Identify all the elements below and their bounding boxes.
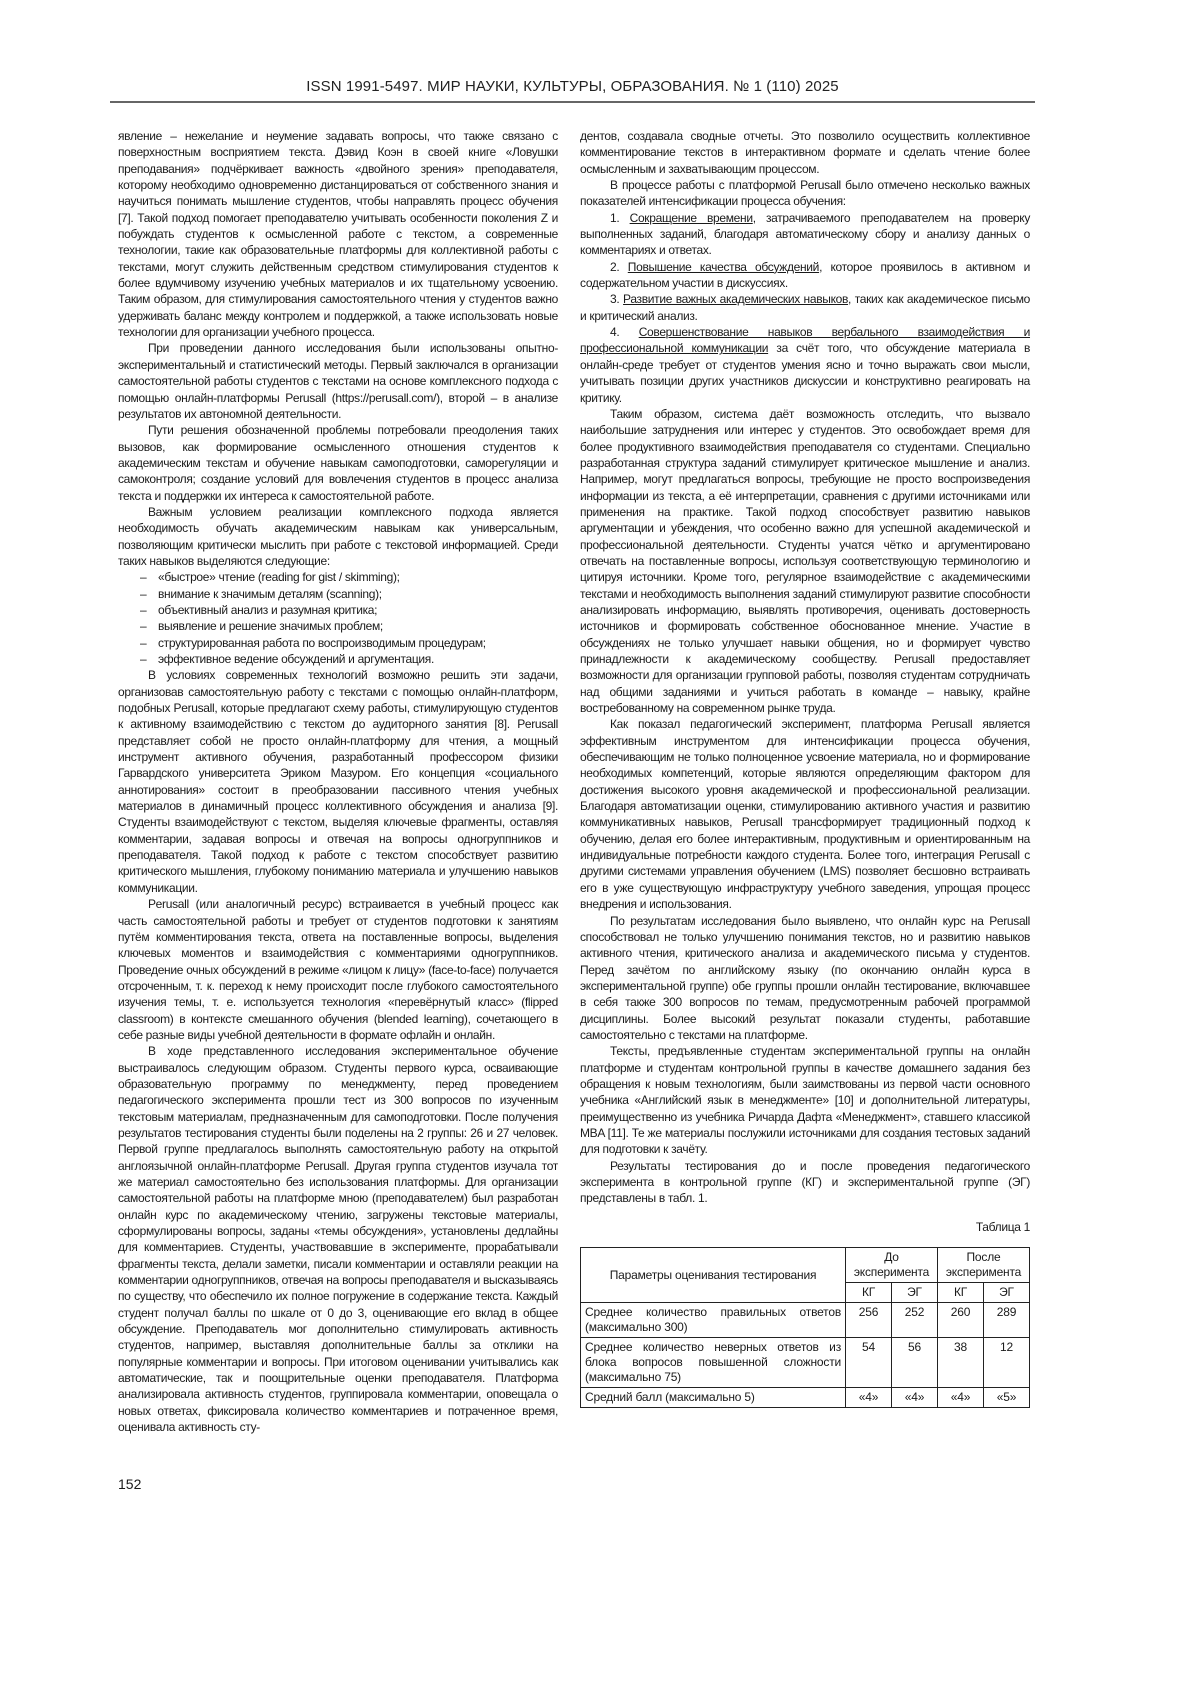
- item-number: 1.: [610, 210, 620, 225]
- subheader: ЭГ: [892, 1283, 938, 1303]
- list-item: – структурированная работа по воспроизводимым процедурам;: [140, 635, 558, 651]
- numbered-item: [580, 324, 1030, 406]
- item-text: , таких как академическое письмо и критический анализ.: [580, 292, 1031, 323]
- page-number: 152: [118, 1476, 142, 1492]
- value-cell: «4»: [892, 1388, 938, 1408]
- item-text: , затрачиваемого преподавателем на проверку выполненных заданий, благодаря автоматическому сбору и анализу данных о комментариях и ответах.: [580, 210, 1031, 258]
- param-header: Параметры оценивания тестирования: [581, 1248, 846, 1303]
- item-underlined: Развитие важных академических навыков: [623, 292, 849, 307]
- numbered-item: [580, 259, 1030, 292]
- skills-list: [118, 569, 558, 667]
- before-header: До эксперимента: [846, 1248, 938, 1283]
- paragraph: Важным условием реализации комплексного подхода является необходимость обучать академическим навыкам как универсальным, позволяющим критически мыслить при работе с текстовой информацией. Среди таких навыков выделяются следующие:: [118, 504, 558, 568]
- list-item: – внимание к значимым деталям (scanning);: [140, 586, 558, 602]
- numbered-item: [580, 210, 1030, 259]
- param-cell: Средний балл (максимально 5): [581, 1388, 846, 1408]
- table-caption: Таблица 1: [975, 1219, 1030, 1234]
- subheader: КГ: [846, 1283, 892, 1303]
- subheader: КГ: [938, 1283, 984, 1303]
- list-item: – выявление и решение значимых проблем;: [140, 618, 558, 634]
- paragraph: Таким образом, система даёт возможность отследить, что вызвало наибольшие затруднения или интерес у студентов. Это освобождает время для более продуктивного взаимодействия преподавателя со студентами. Специально разработанная структура заданий стимулирует критическое мышление и анализ. Например, могут предлагаться вопросы, требующие не просто воспроизведения информации из текста, а её интерпретации, сравнения с другими источниками или применения на практике. Такой подход способствует развитию навыков аргументации и убеждения, что особенно важно для успешной академической и профессиональной деятельности. Студенты учатся чётко и аргументировано отвечать на поставленные вопросы, используя соответствующую терминологию и цитируя источники. Кроме того, регулярное взаимодействие с академическими текстами и необходимость выполнения заданий стимулируют развитие способности анализировать информацию, выявлять противоречия, оценивать достоверность источников и формировать собственное обоснованное мнение. Участие в обсуждениях не только улучшает навыки общения, но и формирует чувство принадлежности к академическому сообществу. Perusall предоставляет возможности для организации групповой работы, позволяя студентам сотрудничать над общими заданиями и учиться работать в команде – навыку, крайне востребованному на современном рынке труда.: [580, 406, 1030, 716]
- item-number: 4.: [610, 325, 620, 340]
- table-row: [581, 1388, 1030, 1408]
- item-number: 3.: [610, 292, 620, 307]
- value-cell: 54: [846, 1338, 892, 1388]
- paragraph: В процессе работы с платформой Perusall было отмечено несколько важных показателей интенсификации процесса обучения:: [580, 178, 1030, 209]
- value-cell: 260: [938, 1303, 984, 1338]
- paragraph: По результатам исследования было выявлено, что онлайн курс на Perusall способствовал не только улучшению понимания текстов, но и развитию навыков активного чтения, критического анализа и академического письма у студентов. Перед зачётом по английскому языку (по окончанию онлайн курса в экспериментальной группе) обе группы прошли онлайн тестирование, включавшее в себя также 300 вопросов по темам, предусмотренным рабочей программой дисциплины. Более высокий результат показали студенты, работавшие самостоятельно с текстами на платформе.: [580, 913, 1030, 1042]
- item-number: 2.: [610, 259, 620, 274]
- list-item: – объективный анализ и разумная критика;: [140, 602, 558, 618]
- journal-header: ISSN 1991-5497. МИР НАУКИ, КУЛЬТУРЫ, ОБРАЗОВАНИЯ. № 1 (110) 2025: [306, 78, 839, 95]
- list-item: – «быстрое» чтение (reading for gist / skimming);: [140, 569, 558, 585]
- paragraph: явление – нежелание и неумение задавать вопросы, что также связано с поверхностным восприятием текста. Дэвид Коэн в своей книге «Ловушки преподавания» подчёркивает важность «двойного зрения» преподавателя, которому необходимо одновременно дистанцироваться от собственного знания и научиться понимать мышление студентов, чтобы направлять процесс обучения [7]. Такой подход помогает преподавателю учитывать особенности поколения Z и побуждать студентов к осмысленной работе с текстом, а современные технологии, такие как образовательные платформы для коллективной работы с текстами, могут служить действенным средством стимулирования студентов к более вдумчивому изучению учебных материалов и их тщательному усвоению. Таким образом, для стимулирования самостоятельного чтения у студентов важно удерживать баланс между контролем и поддержкой, а также использовать новые технологии для организации учебного процесса.: [118, 129, 558, 340]
- value-cell: «5»: [984, 1388, 1030, 1408]
- value-cell: 289: [984, 1303, 1030, 1338]
- paragraph: Как показал педагогический эксперимент, платформа Perusall является эффективным инструментом для интенсификации процесса обучения, обеспечивающим не только полноценное усвоение материала, но и формирование необходимых компетенций, которые являются определяющим фактором для достижения высокого уровня академической и профессиональной реализации. Благодаря автоматизации оценки, стимулированию активного участия и развитию коммуникативных навыков, Perusall трансформирует традиционный подход к обучению, делая его более интерактивным, продуктивным и ориентированным на индивидуальные потребности каждого студента. Более того, интеграция Perusall с другими системами управления обучением (LMS) позволяет бесшовно встраивать его в уже существующую инфраструктуру учебного заведения, упрощая процесс внедрения и использования.: [580, 717, 1030, 912]
- value-cell: 256: [846, 1303, 892, 1338]
- paragraph: При проведении данного исследования были использованы опытно-экспериментальный и статистический методы. Первый заключался в организации самостоятельной работы студентов с текстами на основе комплексного подхода с помощью онлайн-платформы Perusall (https://perusall.com/), второй – в анализе результатов их автономной деятельности.: [118, 341, 558, 421]
- paragraph: Perusall (или аналогичный ресурс) встраивается в учебный процесс как часть самостоятельной работы и требует от студентов подготовки к занятиям путём комментирования текста, ответа на поставленные вопросы, выделения ключевых моментов и взаимодействия с комментариями одногруппников. Проведение очных обсуждений в режиме «лицом к лицу» (face-to-face) получается отсроченным, т. к. переход к нему происходит после глубокого самостоятельного изучения темы, т. е. используется технология «перевёрнутый класс» (flipped classroom) в контексте смешанного обучения (blended learning), сочетающего в себе разные виды учебной деятельности в формате офлайн и онлайн.: [118, 897, 558, 1042]
- value-cell: 38: [938, 1338, 984, 1388]
- right-column: [580, 128, 1030, 1408]
- table-row: [581, 1338, 1030, 1388]
- paragraph: дентов, создавала сводные отчеты. Это позволило осуществить коллективное комментирование текстов в интерактивном формате и сделать чтение более осмысленным и захватывающим процессом.: [580, 129, 1030, 176]
- value-cell: 12: [984, 1338, 1030, 1388]
- param-cell: Среднее количество неверных ответов из блока вопросов повышенной сложности (максимально 75): [581, 1338, 846, 1388]
- left-column: [118, 128, 558, 1436]
- param-cell: Среднее количество правильных ответов (максимально 300): [581, 1303, 846, 1338]
- table-row: [581, 1303, 1030, 1338]
- results-table: [580, 1247, 1030, 1408]
- item-text: , которое проявилось в активном и содержательном участии в дискуссиях.: [580, 259, 1031, 291]
- item-underlined: Сокращение времени: [629, 210, 753, 225]
- value-cell: 252: [892, 1303, 938, 1338]
- paragraph: Пути решения обозначенной проблемы потребовали преодоления таких вызовов, как формирование осмысленного отношения студентов к академическим текстам и обучение навыкам самоподготовки, саморегуляции и самоконтроля; создание условий для вовлечения студентов в процесс анализа текста и поддержки их интереса к самостоятельной работе.: [118, 423, 558, 503]
- value-cell: 56: [892, 1338, 938, 1388]
- subheader: ЭГ: [984, 1283, 1030, 1303]
- paragraph: В условиях современных технологий возможно решить эти задачи, организовав самостоятельную работу с текстами с помощью онлайн-платформ, подобных Perusall, которые предлагают схему работы, стимулирующую студентов к активному взаимодействию с текстом до аудиторного занятия [8]. Perusall представляет собой не просто онлайн-платформу для чтения, а мощный инструмент активного обучения, разработанный профессором физики Гарвардского университета Эриком Мазуром. Его концепция «социального аннотирования» состоит в преобразовании пассивного чтения учебных материалов в динамичный процесс коллективного обсуждения и анализа [9]. Студенты взаимодействуют с текстом, выделяя ключевые фрагменты, оставляя комментарии, задавая вопросы и отвечая на вопросы одногруппников и преподавателя. Такой подход к работе с текстом способствует развитию критического мышления, глубокому пониманию материала и улучшению навыков коммуникации.: [118, 668, 558, 895]
- value-cell: «4»: [846, 1388, 892, 1408]
- paragraph: Результаты тестирования до и после проведения педагогического эксперимента в контрольной группе (КГ) и экспериментальной группе (ЭГ) представлены в табл. 1.: [580, 1158, 1030, 1206]
- item-underlined: Повышение качества обсуждений: [627, 259, 820, 274]
- after-header: После эксперимента: [938, 1248, 1030, 1283]
- header-divider: [110, 101, 1035, 103]
- paragraph: Тексты, предъявленные студентам экспериментальной группы на онлайн платформе и студентам контрольной группы в качестве домашнего задания без обращения к новым технологиям, были заимствованы из первой части основного учебника «Английский язык в менеджменте» [10] и дополнительной литературы, преимущественно из учебника Ричарда Дафта «Менеджмент», ставшего классикой MBA [11]. Те же материалы послужили источниками для создания тестовых заданий для подготовки к зачёту.: [580, 1044, 1030, 1157]
- value-cell: «4»: [938, 1388, 984, 1408]
- paragraph: В ходе представленного исследования экспериментальное обучение выстраивалось следующим образом. Студенты первого курса, осваивающие образовательную программу по менеджменту, перед проведением педагогического эксперимента прошли тест из 300 вопросов по изученным текстовым материалам, предназначенным для самоподготовки. После получения результатов тестирования студенты были поделены на 2 группы: 26 и 27 человек. Первой группе предлагалось выполнять самостоятельную работу на открытой англоязычной онлайн-платформе Perusall. Другая группа студентов изучала тот же материал самостоятельно без использования платформы. Для организации самостоятельной работы на платформе мною (преподавателем) был разработан онлайн курс по академическому чтению, загружены текстовые материалы, сформулированы вопросы, заданы «темы обсуждения», установлены дедлайны для комментариев. Студенты, участвовавшие в эксперименте, прорабатывали фрагменты текста, делали заметки, писали комментарии и оставляли реакции на комментарии одногруппников, отвечая на вопросы преподавателя и высказываясь по существу, что обеспечило их полное погружение в содержание текста. Каждый студент получал баллы по шкале от 0 до 3, оценивающие его вклад в общее обсуждение. Преподаватель мог дополнительно стимулировать активность студентов, например, выставляя дополнительные баллы за отклики на популярные комментарии и вопросы. При итоговом оценивании учитывались как автоматические, так и поощрительные оценки преподавателя. Платформа анализировала активность студентов, группировала комментарии, оповещала о новых ответах, фиксировала количество комментариев и потраченное время, оценивала активность сту-: [118, 1044, 558, 1435]
- item-underlined: Совершенствование навыков вербального взаимодействия и профессиональной коммуникации: [580, 325, 1031, 356]
- list-item: – эффективное ведение обсуждений и аргументация.: [140, 651, 558, 667]
- numbered-item: [580, 291, 1030, 324]
- item-text: за счёт того, что обсуждение материала в онлайн-среде требует от студентов умения ясно и точно выражать свои мысли, учитывать позиции других участников дискуссии и конструктивно реагировать на критику.: [580, 341, 1030, 405]
